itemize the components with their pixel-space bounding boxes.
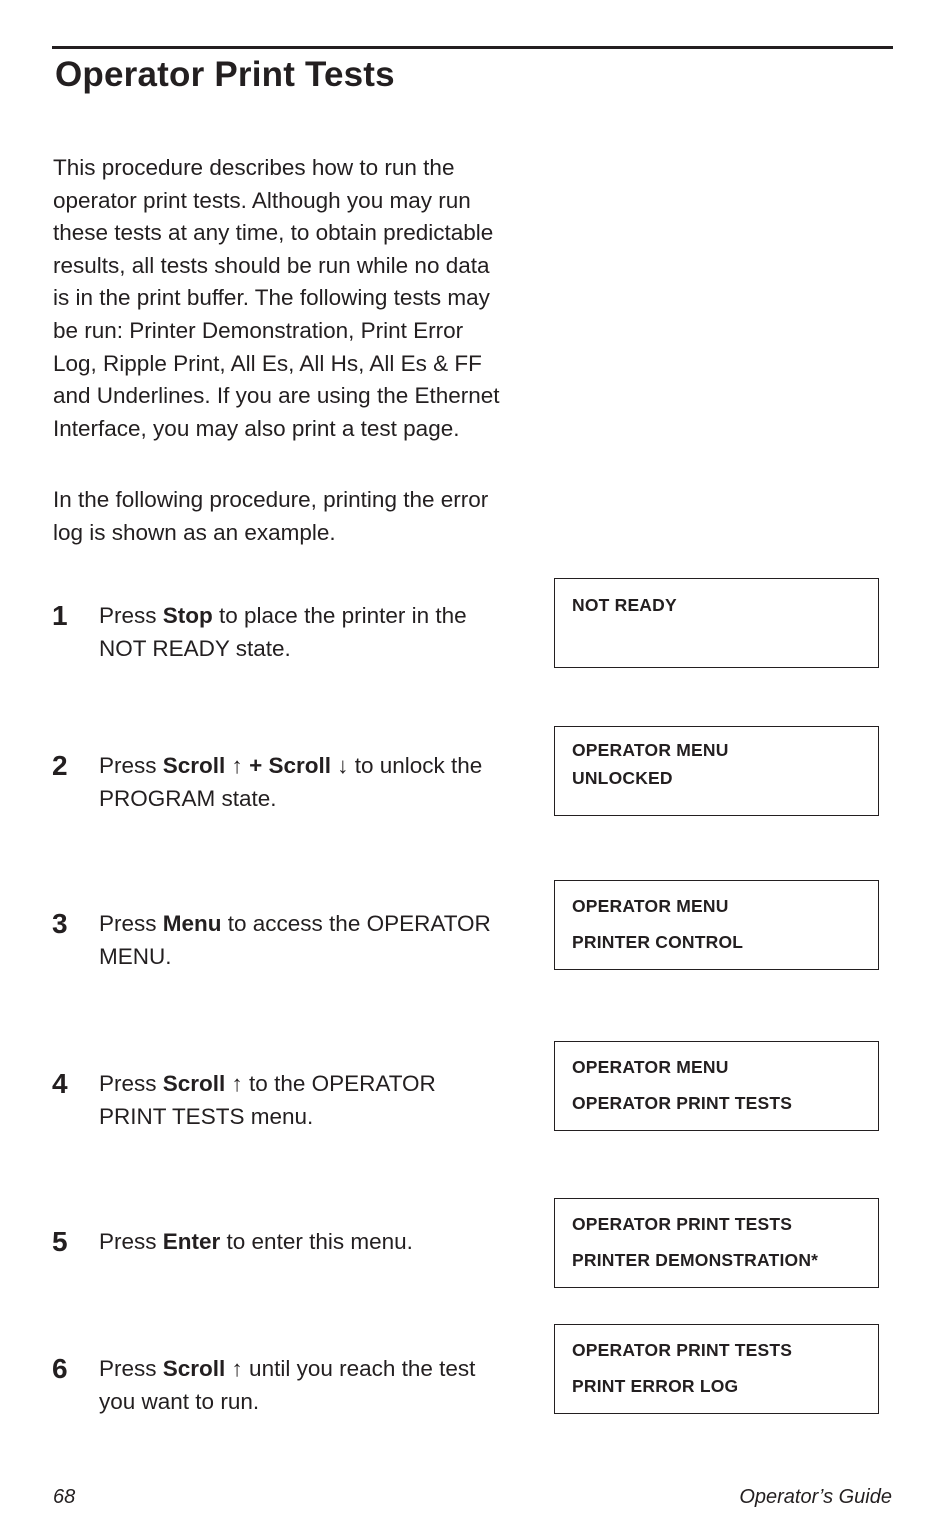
paragraph-line: log is shown as an example.	[53, 519, 336, 545]
step-number: 1	[52, 600, 68, 631]
step-line	[99, 600, 529, 633]
paragraph-line: In the following procedure, printing the error	[53, 487, 489, 512]
step-line: PRINT TESTS menu.	[99, 1103, 314, 1129]
page-title: Operator Print Tests	[55, 55, 395, 94]
step-text-segment: Press	[99, 753, 163, 778]
step-line: PROGRAM state.	[99, 785, 277, 811]
display-line: UNLOCKED	[572, 768, 673, 788]
key-name: Stop	[162, 603, 213, 628]
step-text-segment: Press	[99, 911, 163, 936]
display-line: NOT READY	[572, 595, 677, 615]
step-line	[99, 1068, 529, 1101]
step-text	[99, 1068, 529, 1133]
paragraph-line: This procedure describes how to run the	[53, 155, 455, 180]
paragraph-line: Interface, you may also print a test page.	[53, 415, 460, 441]
step-text-segment: Press	[99, 1356, 163, 1381]
lcd-display	[554, 578, 879, 668]
lcd-display	[554, 1324, 879, 1414]
display-line: OPERATOR PRINT TESTS	[572, 1214, 793, 1234]
display-line: OPERATOR MENU	[572, 896, 729, 916]
step-number: 3	[52, 908, 68, 939]
display-line: OPERATOR PRINT TESTS	[572, 1340, 793, 1360]
step-text-segment: Press	[99, 1229, 163, 1254]
step-text-segment: ↑ until you reach the test	[225, 1356, 476, 1381]
step-line	[99, 908, 529, 941]
display-line: OPERATOR MENU	[572, 740, 729, 760]
paragraph-line: results, all tests should be run while no data	[53, 252, 490, 278]
display-line: OPERATOR MENU	[572, 1057, 729, 1077]
step-text-segment: Press	[99, 1071, 163, 1096]
step-line: MENU.	[99, 943, 172, 969]
page-number: 68	[53, 1486, 76, 1508]
step-text	[99, 1226, 529, 1259]
step-text-segment: to enter this menu.	[220, 1229, 413, 1254]
display-line: PRINT ERROR LOG	[572, 1376, 739, 1396]
step-text-segment: ↑ to the OPERATOR	[225, 1071, 436, 1096]
step-number: 6	[52, 1353, 68, 1384]
lcd-display	[554, 880, 879, 970]
key-name: Enter	[162, 1229, 221, 1254]
header-rule	[52, 46, 893, 49]
paragraph-line: these tests at any time, to obtain predictable	[53, 220, 494, 246]
paragraph-line: Log, Ripple Print, All Es, All Hs, All Es & FF	[53, 350, 482, 376]
intro-paragraph	[53, 152, 533, 445]
step-number: 2	[52, 750, 68, 781]
example-paragraph	[53, 484, 533, 549]
step-text	[99, 1353, 529, 1418]
lcd-display	[554, 1198, 879, 1288]
step-text	[99, 750, 529, 815]
step-line: you want to run.	[99, 1388, 260, 1414]
display-line: PRINTER CONTROL	[572, 932, 744, 952]
display-line: OPERATOR PRINT TESTS	[572, 1093, 793, 1113]
step-text-segment: ↑	[225, 753, 250, 778]
paragraph-line: operator print tests. Although you may run	[53, 187, 471, 213]
step-line	[99, 1353, 529, 1386]
display-line: PRINTER DEMONSTRATION*	[572, 1250, 819, 1270]
key-name: Menu	[162, 911, 222, 936]
guide-name: Operator’s Guide	[739, 1486, 892, 1508]
paragraph-line: and Underlines. If you are using the Ethernet	[53, 383, 500, 409]
step-text-segment: ↓ to unlock the	[330, 753, 483, 778]
step-text-segment: Press	[99, 603, 163, 628]
key-name: + Scroll	[249, 753, 331, 778]
paragraph-line: is in the print buffer. The following tests may	[53, 285, 490, 311]
step-text-segment: to place the printer in the	[212, 603, 467, 628]
step-text	[99, 908, 529, 973]
step-line	[99, 750, 529, 783]
lcd-display	[554, 1041, 879, 1131]
key-name: Scroll	[162, 1356, 226, 1381]
step-line: NOT READY state.	[99, 635, 291, 661]
step-number: 4	[52, 1068, 68, 1099]
lcd-display	[554, 726, 879, 816]
step-text-segment: to access the OPERATOR	[221, 911, 491, 936]
step-text	[99, 600, 529, 665]
step-number: 5	[52, 1226, 68, 1257]
step-line	[99, 1226, 529, 1259]
paragraph-line: be run: Printer Demonstration, Print Error	[53, 317, 464, 343]
key-name: Scroll	[162, 1071, 226, 1096]
key-name: Scroll	[162, 753, 226, 778]
